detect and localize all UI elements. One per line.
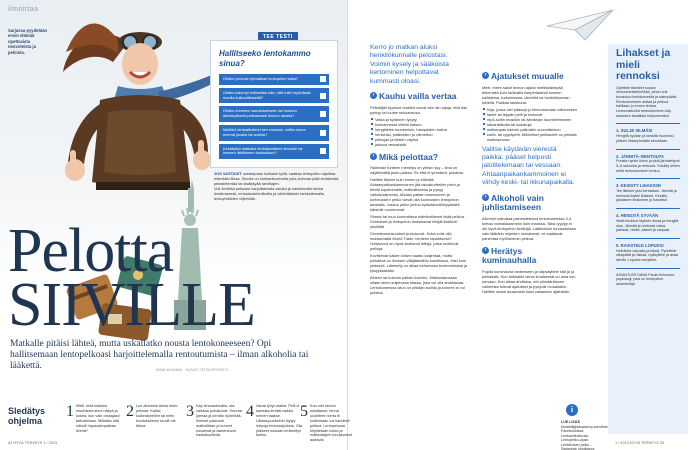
checkbox[interactable] [320, 148, 326, 154]
pull-quote: Kerro jo matkan aluksi henkilökunnalle pelostasi. Voimin kysely ja sääkoista kertominen helpottavat kummasti oloasi. [370, 44, 449, 85]
quiz-question[interactable]: Keskitytkö matkalla lentotavoitteen lennolle tai koneen lähtöiseen tarkkailuun? [219, 144, 329, 160]
quiz-result-text: JOS VASTASIT useampaan kohtaan kyllä, saattaa lentopelko rajoittaa elämääsi liikaa. Sinulla on kohtaloituverelta joka-koinvaa pälä lentämistä pelastelentaa tai sisältäyää tarvittajen. Voit lievittää pelkoasi harjoittamalla asioita ja hankkimalla tietoa lentämisestä, rentoutustekniikoilla ja vähintäänkin tarkkailemalla lentoyhtiöiden viljelmillä. [214, 171, 339, 201]
page-fold [347, 0, 348, 450]
checkbox[interactable] [320, 111, 326, 117]
lead-paragraph: Matkalle pitäisi lähteä, mutta uskallatko nousta lentokoneeseen? Opi hallitsemaan lentopelkoasi harjoittelemalla rentoutumista – ilman alkoholia tai lääkettä. [10, 339, 309, 371]
byline: NINA KIHAMA KUVAT ISTOCKPHOTO [156, 368, 229, 372]
divider [616, 268, 680, 269]
quiz-tag: TEE TESTI [258, 32, 298, 41]
arrow-icon: › [370, 92, 377, 99]
pull-quote-2: Valitse käytävän vierestä paikka: pääset helposti jaloittelemaan tai vessaan. Ahtaanpaikankammoinen ei viihdy keski- tai ikkunapaikalla. [482, 145, 575, 187]
divider [616, 238, 680, 239]
step-item: 3 Käy lentoasemalla, ota valkkaa puhakuvat. Seuraa joenaa ja kentän hyörintää. Ihmiset palanvat matkoiltaan ja koneet nousevat ja laskeutuvat hankaluudetta. [186, 403, 242, 438]
divider [616, 149, 680, 150]
arrow-icon: › [482, 247, 489, 254]
quiz-title: Hallitseeko lentokammo sinua? [219, 49, 311, 68]
heading-heraatys: › Herätys kuminauhalla [482, 245, 537, 266]
step-item: 1 Mieti, mitä kaikkea muutoksia sinut näkyä ja kokea, kun vain onlaajasti tarkoitetaan. Millaista olisi nähdä Vapaudenpatsas livenä? [66, 403, 120, 433]
arrow-icon: › [370, 153, 377, 160]
right-column-1: Kerro jo matkan aluksi henkilökunnalle pelostasi. Voimin kysely ja sääkoista kertominen helpottavat kummasti oloasi. › Kauhu vailla vertaa Pelkääjän fyysiset reaktiot voivat olla niin rajuja, että hän pyrkyy tai luulee sekoavansa. Vatsa ja sydämen lyöyty. kolmannesta silmiin katsoo. hengittelee tuuneerisin, hampaiden kalina henkeäsi, pidämiäen ja vilenettuu pikkujan ja käsien vapina jalkuva vessahätä › Mikä pelottaa? Hallinnan tunteen menetys on yleisin syy – ilma on näyttämällä juuto paikka. Se että ei ymmärrä, pelottaa. Hallitse tilanne kuin ennen ja elämää. Ahtaanpaikankammoinen jää ostoskortteihin pieni ja tehdä loputtomalla, matkoiltaansa ja pysyy vaikutusalueella. Ahtaan paikan kammoinen ja korkeuksien pelko voivat olla luonnosten lentopelon taustalla. Joskus pelko johtuu epäsäännöllisyyksistä kärsivät nuoremmat. Stressi tai muu kuormittava elämäntilanne lisää pelkoa. Ovetukset ja lentopelon laukaisevat tekijät lisäävät yksilöltä. Onnettomuusuutiset ja elokuvat. Kuka voisi olla muistamatta World Trade Centerin tapahtumia? Hollywood on myös tuottanut leffoja, jotka ruokkivat pelkoja. Kuvitelmat kaiken loisen saatto laajentaa, mutta pelkäävä on ihmisen vääjäämätön todellisuus, ettei kuin yhdessä. Lähetetty on alkaa kertomaan tuntemuksista ja tylsyyksistään. Aiheen tai kokean paikan kammo. Matkustamossa ollaan kiinni suljetussa tilassa, joka voi olla ahdistavaa. Lentokoneessa istun on pitkään tuolilla ja koneen ei voi poistua. [370, 44, 468, 296]
ajatukset-list: kirja, jossa olet päässyt jo kiinnostavaan vaiheeseen tablet tai läppäri pelit ja elokuvat mp3-soitin musiikin tai äänikirjan kuuntelemiseen sanaristikoita tai sudokuja matkaopas tuleviin paikoisiin suunnitteluun kortti- tai ryypäpelit. Mielelliset pelikaverit on piristää matkaseuraa [487, 106, 578, 142]
quiz-question[interactable]: Oletko peruvat työmatkan lentopelon takia? [219, 74, 329, 85]
info-icon: i [566, 404, 578, 416]
read-more: LUE LISÄÄ finnairflightacademy.com/fear. Facebookissa: Lentopelkokurssi. Lentopelko-opas: Lentämisen pelko – Sadepiste kirjoittanut. [561, 420, 609, 450]
folio-left: 32 HYVÄ TERVEYS 1 / 2013 [8, 441, 58, 445]
steps-title: Sledätys ohjelma [8, 406, 46, 426]
sidebar-title: Lihakset ja mieli rennoksi [616, 47, 671, 82]
quiz-question[interactable]: Oletko ennesen sairastumiseen tai muutun lähestyäksesi pelkaavasti lennon aikana? [219, 106, 329, 122]
paper-plane-icon [545, 8, 615, 44]
step-item: 5 Kun olet kerran uskaltanut, lennä uudelleen kerta ei kuitenkaan voi kahdesti pelkoa. Lentopelosta kirjoitetaan lukea ja matkustajien turvakurssit auttavat. [300, 403, 352, 443]
heading-kauhu: › Kauhu vailla vertaa [370, 92, 468, 102]
heading-alkoholi: › Alkoholi vain juhlistamiseen [482, 192, 544, 213]
arrow-icon: › [482, 72, 489, 79]
intro-text: Sarjassa pyydetään ensin elämää opettavista neuvoteista ja peloista. [8, 28, 48, 55]
checkbox[interactable] [320, 93, 326, 99]
relaxation-sidebar: Lihakset ja mieli rennoksi Opettele tilanteet sopiva rentoutumistekniikka, johon voit turvautua lentokoneella ja sisimpääsi. Rentoutuminen auttaa ja pelkoa hallitaan jo ennen lentoa. Lentomatkoilla rentoutuminen käy alukseen tavallista helpommaksi. 1. SULJE SILMÄSI Hengitä syvään ja keskitä huomiosi yhteen lihasryhmään kerrallaan. 2. JÄNNITÄ–RENTOUTA Purista nyrkin kiinni ja pidä jännitettynä 5–6 sekuntia ja rentouta. Keskity siihen miltä rentoutuminen tuntuu. 3. KESKITY LIHAKSIIN Tee liikkeet yksi kerrallaan. Jännitä ja rentouta kaikki lihakset. Keskity jokaiseen lihakseen ja havaitse. 4. HENGITÄ SYVÄÄN Vedä keuhkot täyteen ilmaa ja hengitä ulos. Jännitä ja rentouta vatsa, pakarat, reidet, säaret ja varpaat. 5. RAVISTELE LOPUKSI Heiluttele varpaita ja käsiä. Pyörittele olkapäitä ja niskaa, nyökyttele ja avaa silmät. Lopuksi venyttele. ASIANTUNTIJANA Paula Koivunen, psykologi, joka on lentopelon asiantuntija [608, 44, 688, 434]
checkbox[interactable] [320, 130, 326, 136]
quiz-box [210, 40, 338, 168]
step-item: 2 Lue aiheesta tietoa lento pelosta. Kaikki kulkeutyneihin tai netin kuvituksineen sivuilt ole tietoa. [126, 403, 178, 428]
checkbox[interactable] [320, 76, 326, 82]
section-label: ilmoittaa [8, 6, 39, 13]
divider [616, 178, 680, 179]
right-column-2: › Ajatukset muualle Mieti, miten saisit lennon ajaksi mielekkäimpää tekemistä kuin tarkkailla itsepintaisesti koneen kallistelua, turbulenssia, tärinöitä tai henkilökunnan kielellä. Pakkaa laukkuusi: kirja, jossa olet päässyt jo kiinnostavaan vaiheeseen tablet tai läppäri pelit ja elokuvat mp3-soitin musiikin tai äänikirjan kuuntelemiseen sanaristikoita tai sudokuja matkaopas tuleviin paikoisiin suunnitteluun kortti- tai ryypäpelit. Mielelliset pelikaverit on piristää matkaseuraa Valitse käytävän vierestä paikka: pääset helposti jaloittelemaan tai vessaan. Ahtaanpaikankammoinen ei viihdy keski- tai ikkunapaikalla. › Alkoholi vain juhlistamiseen Alkoholi vaikuttaa paineistetussa lentokoneessa 3-4 kertaa voimakkaammin kuin maassa. Siksi ryyppy ei ole hyvä lentopelon lievittäjä. Lääkkeisiin turvaudutaan vain lääkärin ohjeiden mukaisesti, ne saattavat pahentaa myöhemmin pelkoa. › Herätys kuminauhalla Pujota kuminauha ranteeseen ja näpsäyttele sitä ja ja pelkäästit. Kun tarkkailet oleva ilmaisemat on aina ven olevaan. Kun alkaa ahdistaa, niin ylimääräiseen vaiheesta tulevat ajatukset ja pysyvät muuallakin. Hallitse oloasi avaamalla tilasi vastaaviin ajatuksiin. [482, 71, 578, 294]
heading-ajatukset: › Ajatukset muualle [482, 72, 578, 82]
step-item: 4 Varaa lyhyt matka. Pelli ei kannata lentää vaikka menen taakse. Lähkaupunkeihin löytyy halpoja lentotarjouksia. Ota pilkkeet mukaan lenkkeilyn tueksi. [246, 403, 303, 438]
headline: Pelotta SIIVILLE [8, 217, 255, 339]
folio-right: 1 / 2013 HYVÄ TERVEYS 33 [615, 441, 665, 445]
quiz-question[interactable]: Mietitkö lentoaikoterei sen mukaan, voitko sinne mennä junalla tai autolla? [219, 125, 329, 141]
kauhu-list: Vatsa ja sydämen lyöyty. kolmannesta silmiin katsoo. hengittelee tuuneerisin, hampaiden kalina henkeäsi, pidämiäen ja vilenettuu pikkujan ja käsien vapina jalkuva vessahätä [370, 117, 468, 147]
heading-mika: › Mikä pelottaa? [370, 153, 468, 163]
divider [616, 208, 680, 209]
divider [616, 123, 680, 124]
quiz-question[interactable]: Oletko kokenyt entiselläsi sillo, että tulet myöhässä muulla kulkuvälineellä? [219, 88, 329, 104]
arrow-icon: › [482, 194, 489, 201]
